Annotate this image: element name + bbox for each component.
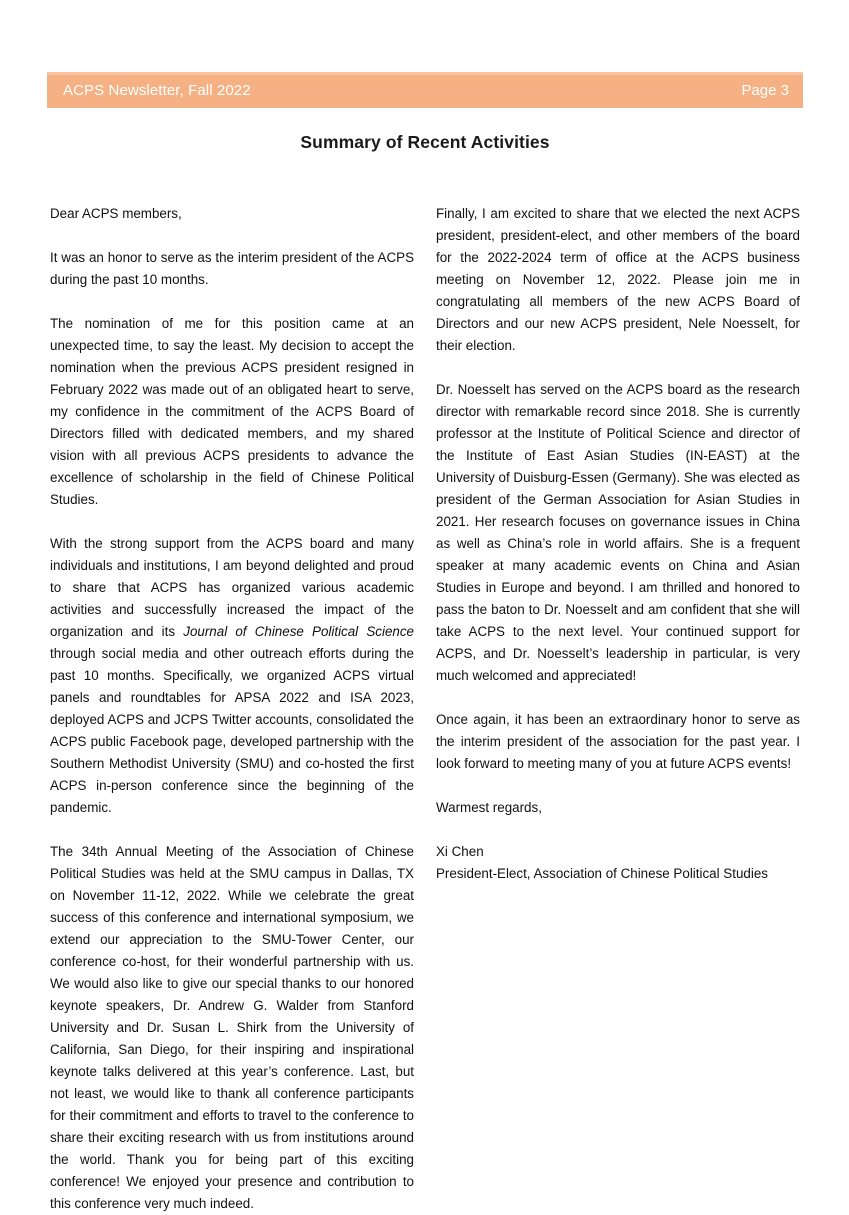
journal-title: Journal of Chinese Political Science: [183, 624, 414, 639]
closing-salutation: Warmest regards,: [436, 800, 542, 815]
paragraph-activities-part2: through social media and other outreach efforts during the past 10 months. Specifically, we organized ACPS virtual panels and roundtables for APSA 2022 and ISA 2023, deployed ACPS and JCPS Twitter accounts, consolidated the ACPS public Facebook page, developed partnership with the Southern Methodist University (SMU) and co-hosted the first ACPS in-person conference since the beginning of the pandemic.: [50, 646, 414, 815]
paragraph-activities-part1: With the strong support from the ACPS board and many individuals and institutions, I am beyond delighted and proud to share that ACPS has organized various academic activities and successfully increased the impact of the organization and its: [50, 536, 414, 639]
paragraph-spacer: [50, 300, 414, 313]
page-number-label: Page 3: [741, 81, 789, 99]
right-column: [436, 203, 800, 885]
body-columns: [50, 203, 800, 1215]
page-title: Summary of Recent Activities: [300, 132, 550, 152]
salutation: Dear ACPS members,: [50, 206, 182, 221]
left-column: [50, 203, 414, 1215]
paragraph-spacer: [436, 366, 800, 379]
paragraph-closing-remarks: Once again, it has been an extraordinary honor to serve as the interim president of the association for the past year. I look forward to meeting many of you at future ACPS events!: [436, 712, 800, 771]
paragraph-nomination: The nomination of me for this position came at an unexpected time, to say the least. My decision to accept the nomination when the previous ACPS president resigned in February 2022 was made out of an obligated heart to serve, my confidence in the commitment of the ACPS Board of Directors filled with dedicated members, and my shared vision with all previous ACPS presidents to advance the excellence of scholarship in the field of Chinese Political Studies.: [50, 316, 414, 507]
paragraph-interim-president: It was an honor to serve as the interim president of the ACPS during the past 10 months.: [50, 250, 414, 287]
paragraph-spacer: [436, 784, 800, 797]
paragraph-activities: [50, 533, 414, 819]
newsletter-header-title: ACPS Newsletter, Fall 2022: [63, 81, 251, 99]
paragraph-spacer: [436, 696, 800, 709]
paragraph-election: Finally, I am excited to share that we elected the next ACPS president, president-elect, and other members of the board for the 2022-2024 term of office at the ACPS business meeting on November 12, 2022. Please join me in congratulating all members of the new ACPS Board of Directors and our new ACPS president, Nele Noesselt, for their election.: [436, 206, 800, 353]
paragraph-spacer: [50, 234, 414, 247]
paragraph-annual-meeting: The 34th Annual Meeting of the Association of Chinese Political Studies was held at the SMU campus in Dallas, TX on November 11-12, 2022. While we celebrate the great success of this conference and international symposium, we extend our appreciation to the SMU-Tower Center, our conference co-host, for their wonderful partnership with us. We would also like to give our special thanks to our honored keynote speakers, Dr. Andrew G. Walder from Stanford University and Dr. Susan L. Shirk from the University of California, San Diego, for their inspiring and inspirational keynote talks delivered at this year’s conference. Last, but not least, we would like to thank all conference participants for their commitment and efforts to travel to the conference to share their exciting research with us from institutions around the world. Thank you for being part of this exciting conference! We enjoyed your presence and contribution to this conference very much indeed.: [50, 844, 414, 1211]
paragraph-spacer: [436, 828, 800, 841]
page-header-band: [47, 72, 803, 108]
paragraph-spacer: [50, 520, 414, 533]
signature-name: Xi Chen: [436, 844, 484, 859]
paragraph-spacer: [50, 828, 414, 841]
signature-title: President-Elect, Association of Chinese Political Studies: [436, 866, 768, 881]
paragraph-noesselt-bio: Dr. Noesselt has served on the ACPS board as the research director with remarkable record since 2018. She is currently professor at the Institute of Political Science and director of the Institute of East Asian Studies (IN-EAST) at the University of Duisburg-Essen (Germany). She was elected as president of the German Association for Asian Studies in 2021. Her research focuses on governance issues in China as well as China’s role in world affairs. She is a frequent speaker at many academic events on China and Asian Studies in Europe and beyond. I am thrilled and honored to pass the baton to Dr. Noesselt and am confident that she will take ACPS to the next level. Your continued support for ACPS, and Dr. Noesselt’s leadership in particular, is very much welcomed and appreciated!: [436, 382, 800, 683]
